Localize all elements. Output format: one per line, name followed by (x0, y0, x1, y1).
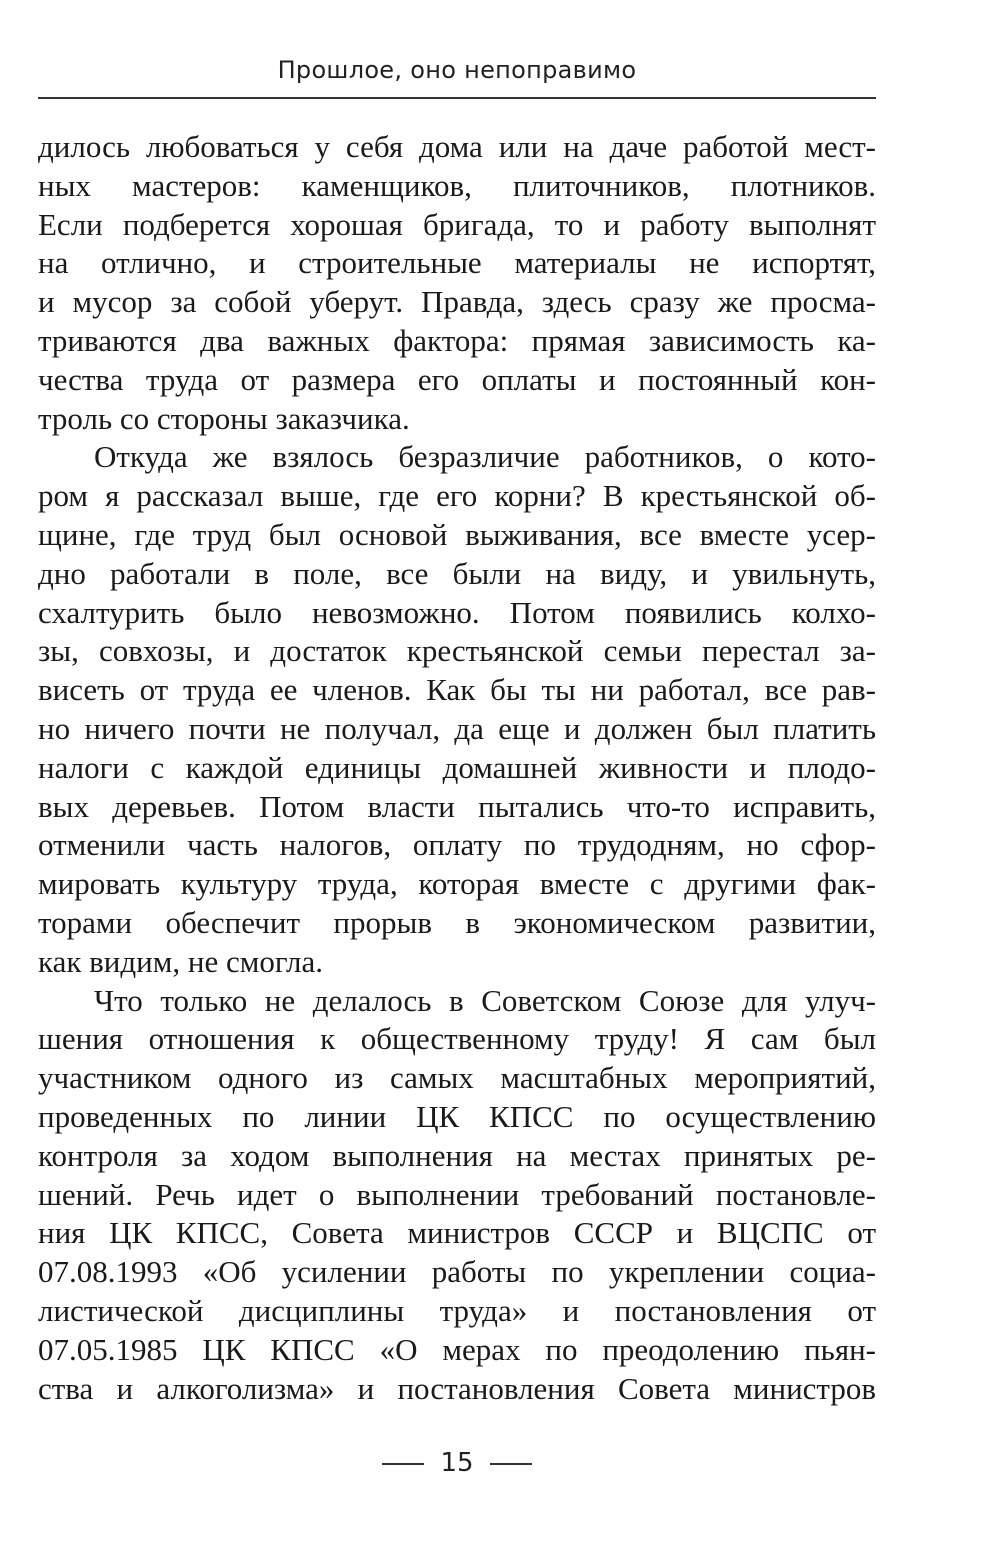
text-line: торами обеспечит прорыв в экономическом развитии, (38, 904, 876, 940)
text-line: и мусор за собой уберут. Правда, здесь сразу же просма- (38, 284, 876, 320)
text-line: вых деревьев. Потом власти пытались что-то исправить, (38, 788, 876, 824)
paragraph-3 (38, 982, 876, 1409)
text-line: листической дисциплины труда» и постановления от (38, 1292, 876, 1328)
text-line: как видим, не смогла. (38, 943, 323, 979)
text-line: триваются два важных фактора: прямая зависимость ка- (38, 322, 876, 358)
text-line: троль со стороны заказчика. (38, 400, 410, 436)
page-number-footer (38, 1448, 876, 1478)
text-line: ных мастеров: каменщиков, плиточников, плотников. (38, 167, 876, 203)
text-line: щине, где труд был основой выживания, все вместе усер- (38, 516, 876, 552)
folio-dash-right (490, 1463, 532, 1465)
text-line: ства и алкоголизма» и постановления Совета министров (38, 1370, 876, 1406)
text-line: ния ЦК КПСС, Совета министров СССР и ВЦСПС от (38, 1215, 876, 1251)
text-line: на отлично, и строительные материалы не испортят, (38, 245, 876, 281)
page-number: 15 (440, 1448, 474, 1478)
text-line: зы, совхозы, и достаток крестьянской семьи перестал за- (38, 633, 876, 669)
text-line: но ничего почти не получал, да еще и должен был платить (38, 710, 876, 746)
running-head-title: Прошлое, оно непоправимо (277, 56, 637, 84)
text-line: висеть от труда ее членов. Как бы ты ни работал, все рав- (38, 672, 876, 708)
header-rule (38, 97, 876, 99)
text-line: участником одного из самых масштабных мероприятий, (38, 1060, 876, 1096)
text-line: шений. Речь идет о выполнении требований постановле- (38, 1176, 876, 1212)
text-line: дилось любоваться у себя дома или на даче работой мест- (38, 129, 876, 164)
text-line: проведенных по линии ЦК КПСС по осуществлению (38, 1098, 876, 1134)
text-line: контроля за ходом выполнения на местах принятых ре- (38, 1137, 876, 1173)
paragraph-1 (38, 128, 876, 438)
text-line: 07.08.1993 «Об усилении работы по укреплении социа- (38, 1254, 876, 1290)
text-line: ром я рассказал выше, где его корни? В крестьянской об- (38, 478, 876, 514)
text-line: Откуда же взялось безразличие работников, о кото- (94, 439, 876, 475)
text-line: отменили часть налогов, оплату по трудодням, но сфор- (38, 827, 876, 863)
text-line: чества труда от размера его оплаты и постоянный кон- (38, 361, 876, 397)
text-line: налоги с каждой единицы домашней живности и плодо- (38, 749, 876, 785)
text-line: схалтурить было невозможно. Потом появились колхо- (38, 594, 876, 630)
text-line: шения отношения к общественному труду! Я сам был (38, 1021, 876, 1057)
text-line: Если подберется хорошая бригада, то и работу выполнят (38, 206, 876, 242)
paragraph-2 (38, 438, 876, 981)
text-line: дно работали в поле, все были на виду, и увильнуть, (38, 555, 876, 591)
page-body (38, 128, 876, 1408)
folio-dash-left (382, 1463, 424, 1465)
text-line: мировать культуру труда, которая вместе с другими фак- (38, 866, 876, 902)
text-line: 07.05.1985 ЦК КПСС «О мерах по преодолению пьян- (38, 1331, 876, 1367)
text-line: Что только не делалось в Советском Союзе для улуч- (94, 982, 876, 1018)
